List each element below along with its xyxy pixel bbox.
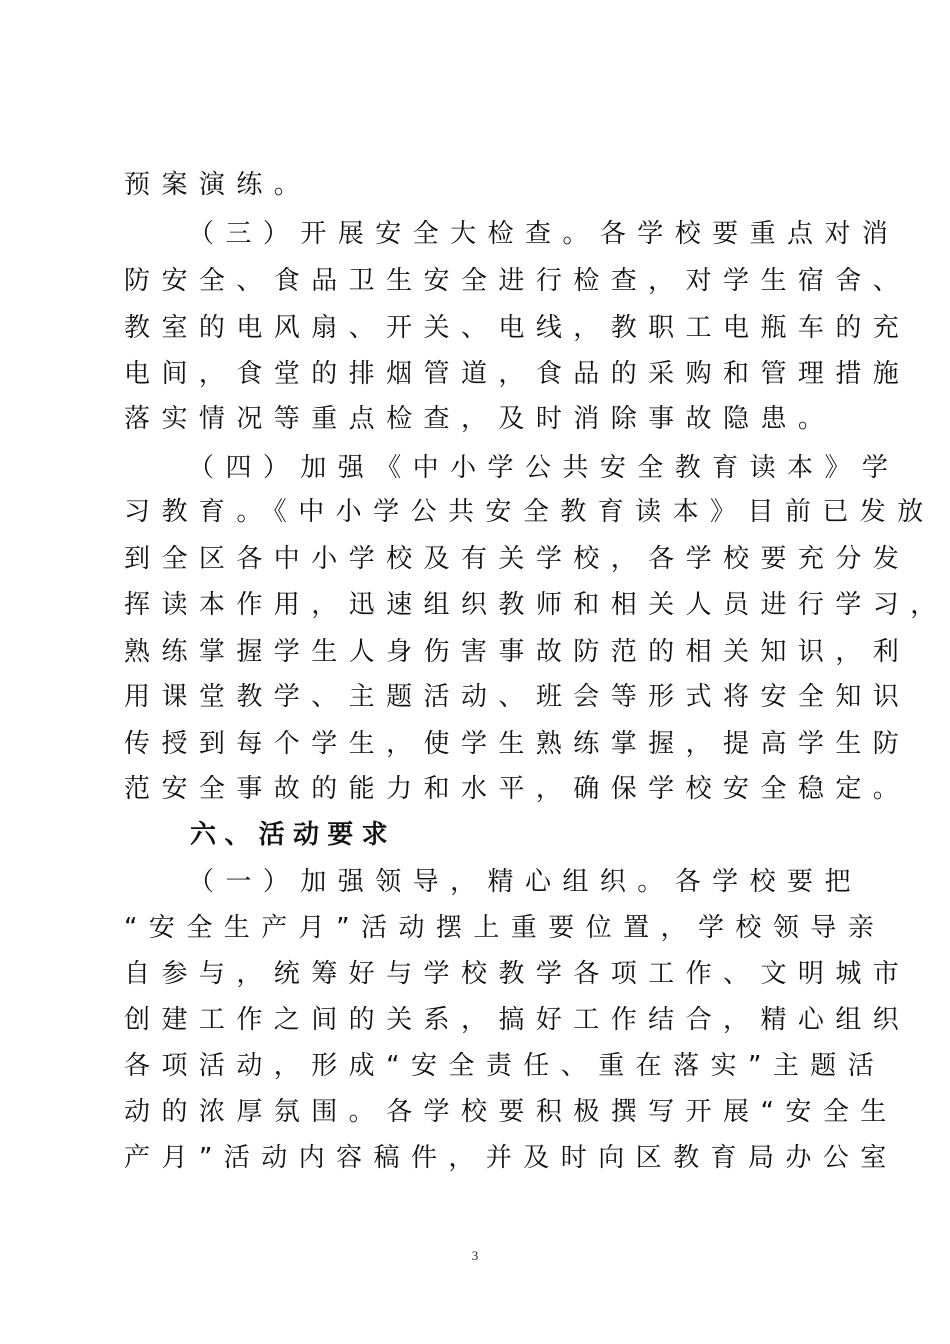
paragraph-line: 防安全、食品卫生安全进行检查，对学生宿舍、 [124, 266, 911, 296]
paragraph-line: 创建工作之间的关系，搞好工作结合，精心组织 [124, 1005, 911, 1035]
paragraph-line: （三）开展安全大检查。各学校要重点对消 [188, 219, 900, 249]
paragraph-line: 范安全事故的能力和水平，确保学校安全稳定。 [124, 774, 911, 804]
paragraph-line: 用课堂教学、主题活动、班会等形式将安全知识 [124, 682, 911, 712]
paragraph-line: 习教育。《中小学公共安全教育读本》目前已发放 [124, 497, 935, 527]
paragraph-line: 电间，食堂的排烟管道，食品的采购和管理措施 [124, 359, 911, 389]
paragraph-line: 教室的电风扇、开关、电线，教职工电瓶车的充 [124, 313, 911, 343]
paragraph-line: “安全生产月”活动摆上重要位置，学校领导亲 [124, 913, 886, 943]
paragraph-line: （四）加强《中小学公共安全教育读本》学 [188, 453, 900, 483]
paragraph-line: （一）加强领导，精心组织。各学校要把 [188, 867, 862, 897]
page-number: 3 [471, 1248, 479, 1263]
paragraph-line: 各项活动，形成“安全责任、重在落实”主题活 [124, 1051, 886, 1081]
paragraph-line: 传授到每个学生，使学生熟练掌握，提高学生防 [124, 729, 911, 759]
paragraph-line: 落实情况等重点检查，及时消除事故隐患。 [124, 404, 836, 434]
paragraph-line: 动的浓厚氛围。各学校要积极撰写开展“安全生 [124, 1097, 898, 1127]
paragraph-line: 熟练掌握学生人身伤害事故防范的相关知识，利 [124, 637, 911, 667]
paragraph-line: 预案演练。 [124, 170, 312, 200]
paragraph-line: 到全区各中小学校及有关学校，各学校要充分发 [124, 544, 911, 574]
section-heading: 六、活动要求 [190, 820, 396, 850]
paragraph-line: 挥读本作用，迅速组织教师和相关人员进行学习， [124, 590, 948, 620]
paragraph-line: 自参与，统筹好与学校教学各项工作、文明城市 [124, 959, 911, 989]
paragraph-line: 产月”活动内容稿件，并及时向区教育局办公室 [124, 1143, 898, 1173]
